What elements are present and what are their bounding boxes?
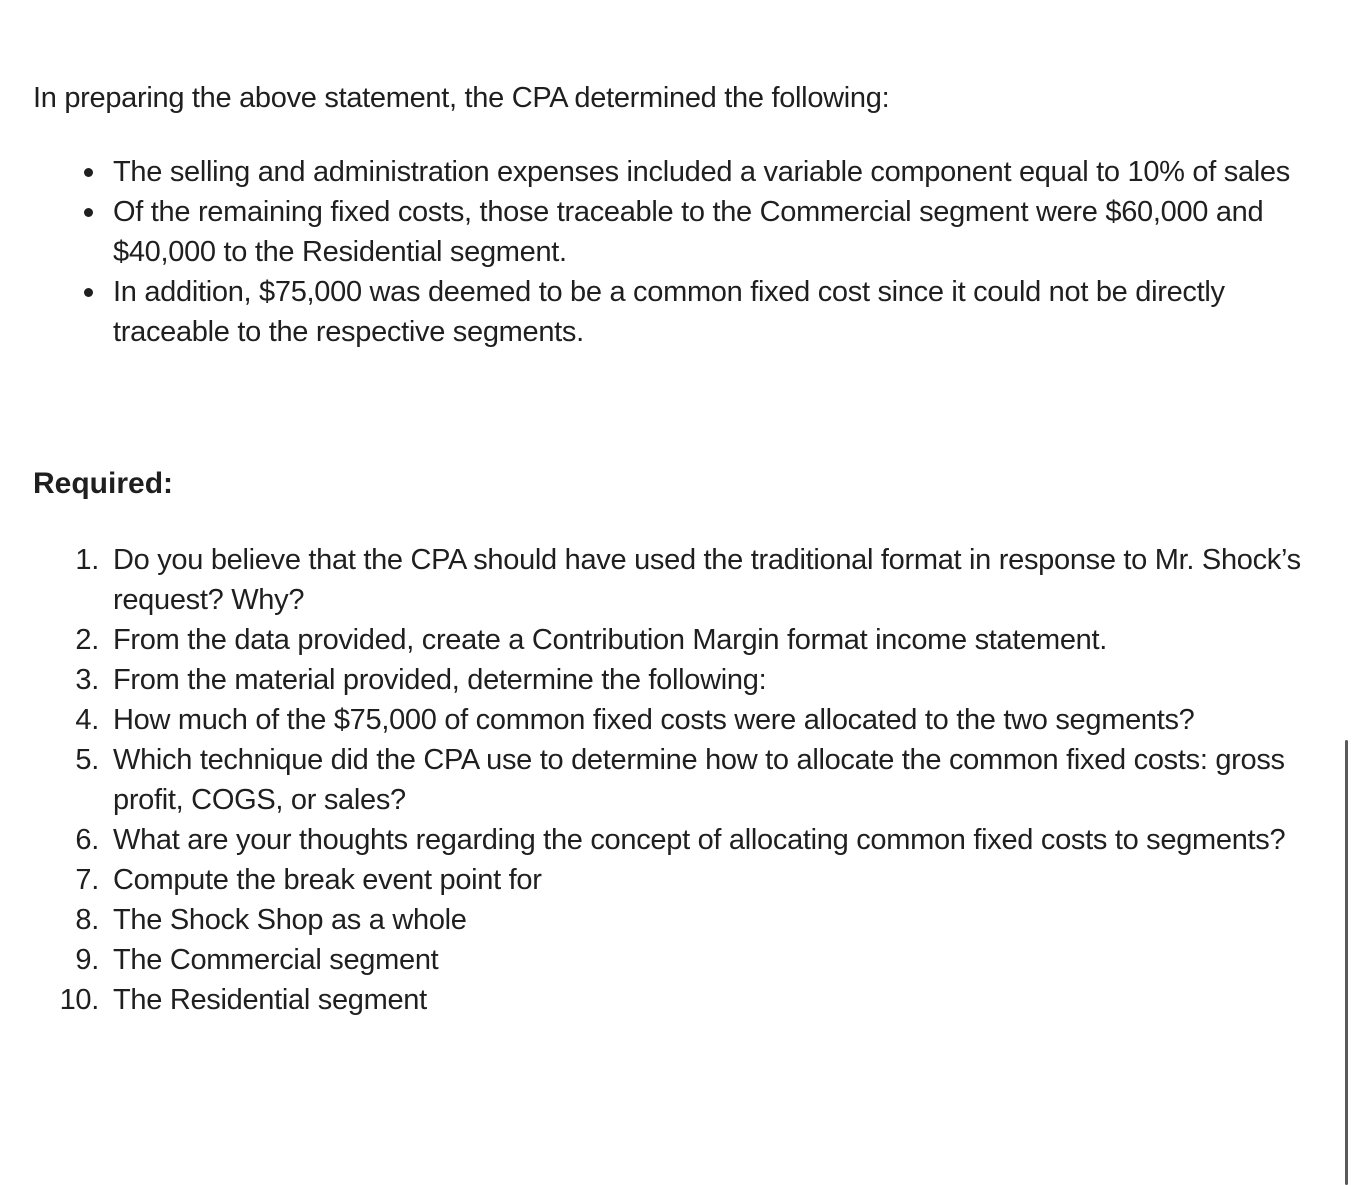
findings-list xyxy=(33,152,1333,352)
list-item-text: The Shock Shop as a whole xyxy=(113,904,467,936)
list-item xyxy=(33,940,1333,980)
list-item xyxy=(33,700,1333,740)
list-number: 7. xyxy=(75,864,99,896)
list-number: 8. xyxy=(75,904,99,936)
list-item-text: How much of the $75,000 of common fixed costs were allocated to the two segments? xyxy=(113,704,1195,736)
list-item xyxy=(33,860,1333,900)
list-item-text: Of the remaining fixed costs, those traceable to the Commercial segment were $60,000 and $40,000 to the Residential segment. xyxy=(113,196,1264,268)
list-number: 6. xyxy=(75,824,99,856)
list-item-text: From the material provided, determine the following: xyxy=(113,664,767,696)
list-item-text: What are your thoughts regarding the concept of allocating common fixed costs to segments? xyxy=(113,824,1286,856)
bullet-icon xyxy=(84,208,93,217)
list-item xyxy=(33,660,1333,700)
list-item-text: The Residential segment xyxy=(113,984,427,1016)
list-item xyxy=(33,540,1333,620)
list-number: 10. xyxy=(59,984,99,1016)
list-item-text: Which technique did the CPA use to determine how to allocate the common fixed costs: gross profit, COGS, or sales? xyxy=(113,744,1285,816)
scrollbar[interactable] xyxy=(1345,740,1348,1185)
list-item xyxy=(33,900,1333,940)
list-item-text: The selling and administration expenses included a variable component equal to 10% of sales xyxy=(113,156,1290,188)
list-item xyxy=(33,272,1333,352)
list-item xyxy=(33,740,1333,820)
list-item xyxy=(33,152,1333,192)
list-item-text: From the data provided, create a Contribution Margin format income statement. xyxy=(113,624,1107,656)
list-item xyxy=(33,620,1333,660)
list-number: 3. xyxy=(75,664,99,696)
list-number: 5. xyxy=(75,744,99,776)
list-item xyxy=(33,192,1333,272)
list-item-text: Do you believe that the CPA should have used the traditional format in response to Mr. Shock’s request? Why? xyxy=(113,544,1301,616)
intro-paragraph: In preparing the above statement, the CPA determined the following: xyxy=(33,82,890,114)
bullet-icon xyxy=(84,168,93,177)
questions-list xyxy=(33,540,1333,1020)
list-number: 1. xyxy=(75,544,99,576)
list-number: 2. xyxy=(75,624,99,656)
list-number: 9. xyxy=(75,944,99,976)
list-item xyxy=(33,980,1333,1020)
bullet-icon xyxy=(84,288,93,297)
list-item-text: The Commercial segment xyxy=(113,944,439,976)
list-number: 4. xyxy=(75,704,99,736)
document-body xyxy=(33,78,1333,1020)
list-item-text: Compute the break event point for xyxy=(113,864,542,896)
list-item-text: In addition, $75,000 was deemed to be a common fixed cost since it could not be directly traceable to the respective segments. xyxy=(113,276,1225,348)
list-item xyxy=(33,820,1333,860)
required-heading: Required: xyxy=(33,467,174,500)
